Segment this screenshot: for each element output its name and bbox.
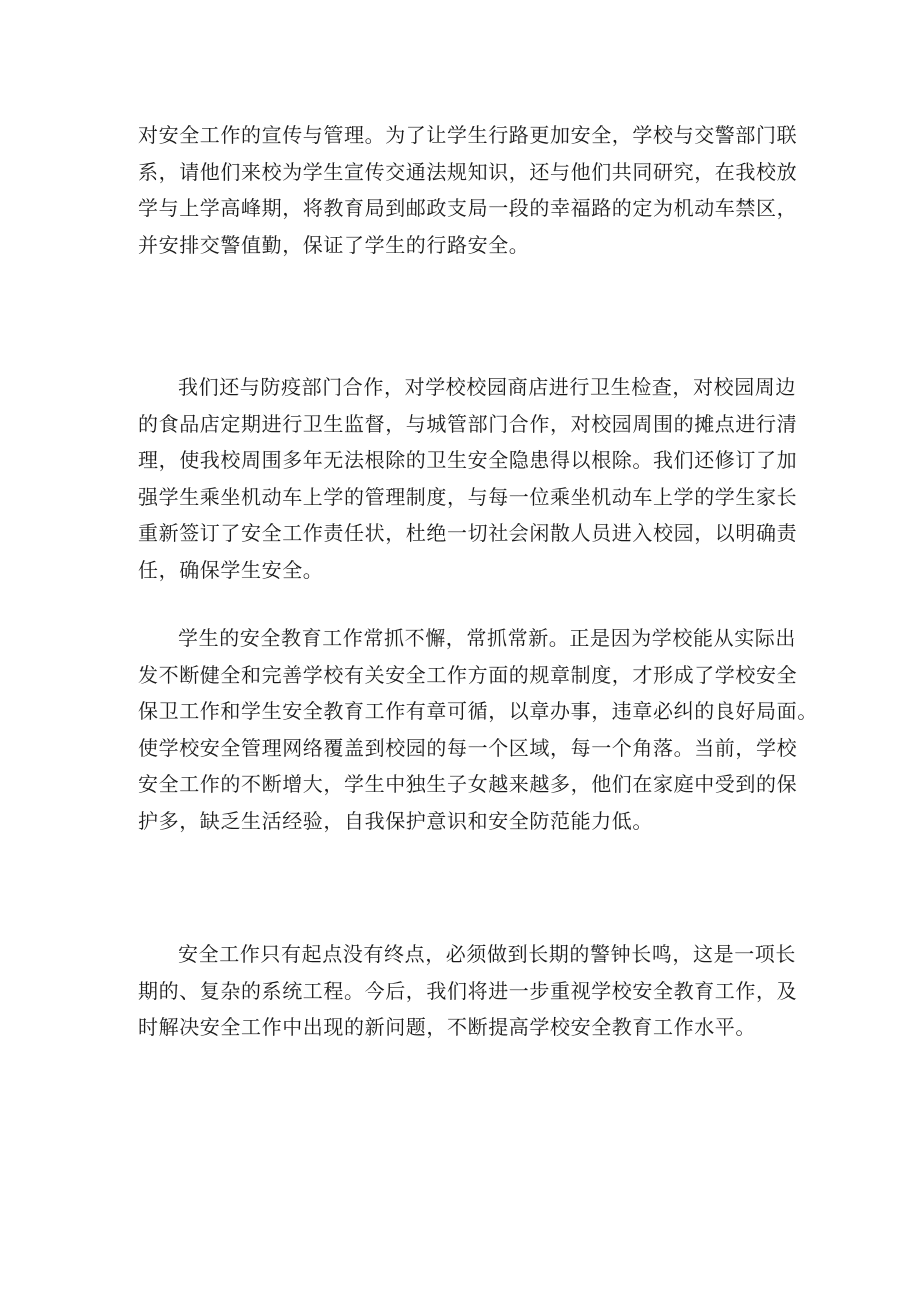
paragraph-4	[138, 936, 798, 1046]
paragraph-line: 我们还与防疫部门合作，对学校校园商店进行卫生检查，对校园周边	[178, 375, 796, 399]
paragraph-1	[138, 117, 798, 263]
paragraph-2	[138, 369, 798, 588]
paragraph-line: 期的、复杂的系统工程。今后，我们将进一步重视学校安全教育工作，及	[138, 978, 798, 1003]
paragraph-line: 使学校安全管理网络覆盖到校园的每一个区域，每一个角落。当前，学校	[138, 735, 798, 760]
paragraph-line: 重新签订了安全工作责任状，杜绝一切社会闲散人员进入校园，以明确责	[138, 521, 798, 545]
paragraph-line: 时解决安全工作中出现的新问题，不断提高学校安全教育工作水平。	[138, 1015, 756, 1039]
paragraph-line: 学与上学高峰期，将教育局到邮政支局一段的幸福路的定为机动车禁区，	[138, 196, 798, 220]
paragraph-line: 发不断健全和完善学校有关安全工作方面的规章制度，才形成了学校安全	[138, 662, 798, 687]
paragraph-line: 安全工作的不断增大，学生中独生子女越来越多，他们在家庭中受到的保	[138, 772, 798, 796]
paragraph-line: 的食品店定期进行卫生监督，与城管部门合作，对校园周围的摊点进行清	[138, 411, 798, 436]
paragraph-line: 任，确保学生安全。	[138, 557, 324, 582]
paragraph-line: 安全工作只有起点没有终点，必须做到长期的警钟长鸣，这是一项长	[178, 942, 796, 966]
paragraph-line: 理，使我校周围多年无法根除的卫生安全隐患得以根除。我们还修订了加	[138, 448, 798, 472]
paragraph-line: 并安排交警值勤，保证了学生的行路安全。	[138, 232, 530, 257]
paragraph-line: 保卫工作和学生安全教育工作有章可循，以章办事，违章必纠的良好局面。	[138, 699, 818, 723]
paragraph-line: 对安全工作的宣传与管理。为了让学生行路更加安全，学校与交警部门联	[138, 123, 798, 147]
paragraph-line: 学生的安全教育工作常抓不懈，常抓常新。正是因为学校能从实际出	[178, 626, 796, 650]
paragraph-line: 系，请他们来校为学生宣传交通法规知识，还与他们共同研究，在我校放	[138, 159, 798, 184]
paragraph-line: 护多，缺乏生活经验，自我保护意识和安全防范能力低。	[138, 808, 653, 833]
paragraph-3	[138, 620, 818, 839]
paragraph-line: 强学生乘坐机动车上学的管理制度，与每一位乘坐机动车上学的学生家长	[138, 484, 798, 509]
